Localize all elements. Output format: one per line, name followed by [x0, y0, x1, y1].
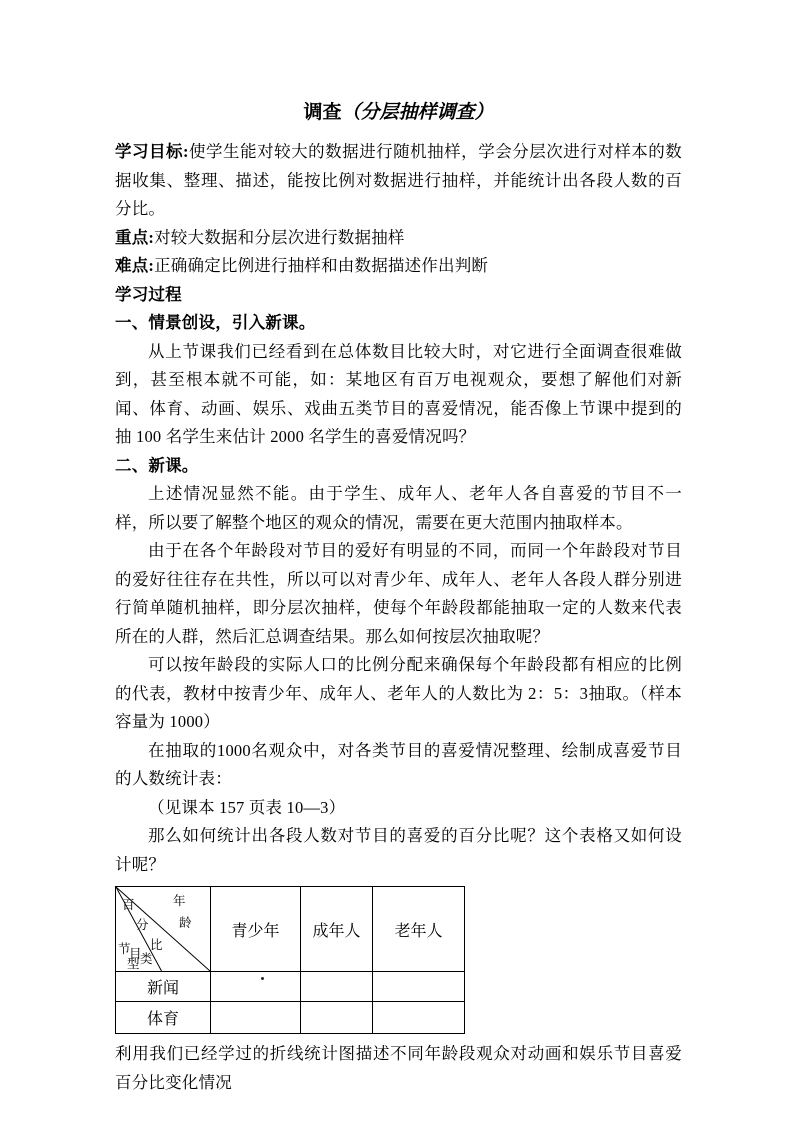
learning-objective — [115, 138, 682, 224]
section1-paragraph-1: 从上节课我们已经看到在总体数目比较大时，对它进行全面调查很难做到，甚至根本就不可能，如：某地区有百万电视观众，要想了解他们对新闻、体育、动画、娱乐、戏曲五类节目的喜爱情况，能否像上节课中提到的抽 100 名学生来估计 2000 名学生的喜爱情况吗？ — [115, 341, 682, 446]
table-cell — [211, 1002, 301, 1034]
section2-heading: 二、新课。 — [115, 455, 199, 475]
learning-objective-text: 使学生能对较大的数据进行随机抽样，学会分层次进行对样本的数据收集、整理、描述，能按比例对数据进行抽样，并能统计出各段人数的百分比。 — [115, 142, 682, 218]
statistics-table — [115, 886, 465, 1034]
corner-category-char: 节 — [118, 942, 131, 956]
table-header-row — [116, 887, 465, 972]
difficulty — [115, 252, 682, 281]
title-main: 调查 — [303, 102, 342, 123]
process-heading: 学习过程 — [115, 284, 182, 304]
title-subtitle: （分层抽样调查） — [341, 102, 494, 123]
section2-paragraph-4: 在抽取的1000名观众中，对各类节目的喜爱情况整理、绘制成喜爱节目的人数统计表： — [115, 740, 682, 788]
table-cell — [301, 972, 373, 1002]
row-header-news: 新闻 — [116, 972, 211, 1002]
corner-category-char: 目 — [129, 947, 142, 961]
table-cell — [373, 1002, 465, 1034]
textbook-reference-note: （见课本 157 页表 10—3） — [148, 797, 346, 817]
table-row — [116, 972, 465, 1002]
section2-paragraph-3: 可以按年龄段的实际人口的比例分配来确保每个年龄段都有相应的比例的代表，教材中按青少年、成年人、老年人的人数比为 2：5：3抽取。（样本容量为 1000） — [115, 655, 682, 731]
key-point-label: 重点: — [115, 227, 155, 247]
section1-heading: 一、情景创设，引入新课。 — [115, 313, 316, 332]
table-row — [116, 1002, 465, 1034]
corner-percent-char: 分 — [136, 918, 149, 932]
table-cell — [373, 972, 465, 1002]
corner-age-char: 龄 — [179, 916, 192, 930]
closing-paragraph: 利用我们已经学过的折线统计图描述不同年龄段观众对动画和娱乐节目喜爱百分比变化情况 — [115, 1044, 682, 1092]
column-header-adult: 成年人 — [301, 887, 373, 972]
table-cell — [301, 1002, 373, 1034]
row-header-sports: 体育 — [116, 1002, 211, 1034]
table-corner-cell — [116, 887, 211, 972]
corner-category-char: 类 — [140, 952, 153, 966]
corner-percent-char: 比 — [150, 938, 163, 952]
section2-paragraph-2: 由于在各个年龄段对节目的爱好有明显的不同，而同一个年龄段对节目的爱好往往存在共性，所以可以对青少年、成年人、老年人各段人群分别进行简单随机抽样，即分层次抽样，使每个年龄段都能抽取一定的人数来代表所在的人群，然后汇总调查结果。那么如何按层次抽取呢？ — [115, 541, 682, 646]
section2-paragraph-1: 上述情况显然不能。由于学生、成年人、老年人各自喜爱的节目不一样，所以要了解整个地区的观众的情况，需要在更大范围内抽取样本。 — [115, 484, 682, 532]
key-point-text: 对较大数据和分层次进行数据抽样 — [154, 227, 405, 247]
difficulty-text: 正确确定比例进行抽样和由数据描述作出判断 — [154, 256, 489, 275]
corner-percent-char: 百 — [122, 898, 135, 912]
stray-mark — [261, 977, 264, 980]
difficulty-label: 难点: — [115, 256, 155, 275]
column-header-teenager: 青少年 — [211, 887, 301, 972]
table-cell — [211, 972, 301, 1002]
key-point — [115, 224, 682, 253]
page-title — [115, 98, 682, 128]
corner-age-char: 年 — [173, 894, 186, 908]
corner-category-char: 型 — [127, 957, 140, 971]
column-header-elderly: 老年人 — [373, 887, 465, 972]
learning-objective-label: 学习目标: — [115, 142, 189, 161]
section2-paragraph-5: 那么如何统计出各段人数对节目的喜爱的百分比呢？这个表格又如何设计呢？ — [115, 826, 682, 874]
